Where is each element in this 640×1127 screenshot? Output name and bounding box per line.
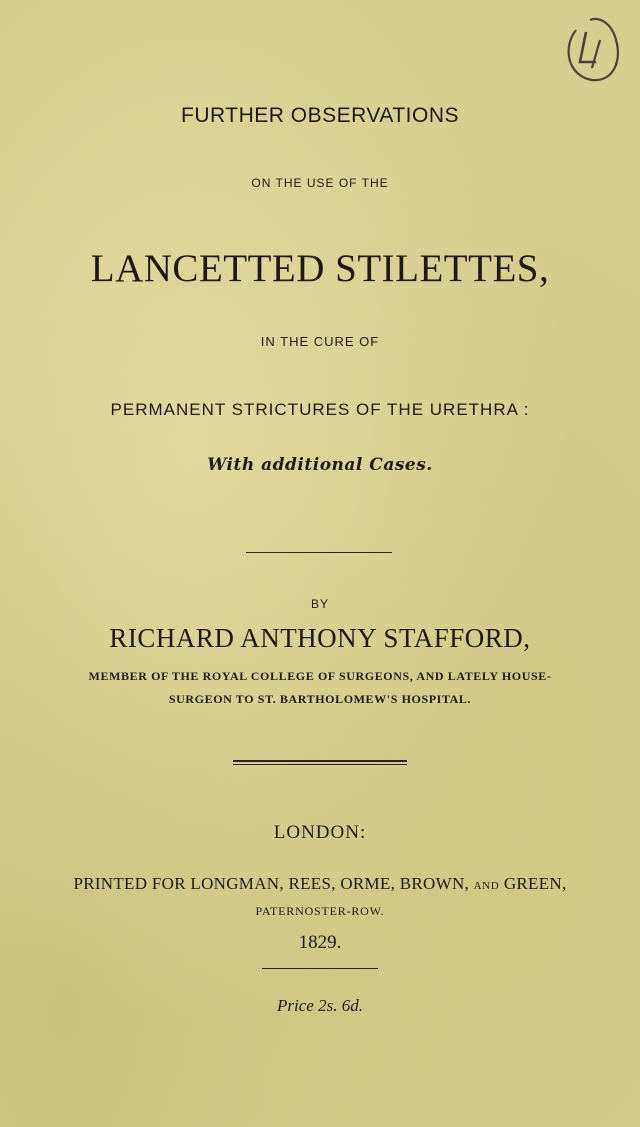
author-name: RICHARD ANTHONY STAFFORD, xyxy=(109,623,531,653)
additional-cases-line: With additional Cases. xyxy=(207,455,433,475)
publisher-address: PATERNOSTER-ROW. xyxy=(255,904,385,918)
on-use-line: ON THE USE OF THE xyxy=(251,176,389,190)
double-rule-bottom xyxy=(233,764,407,765)
further-observations-heading: FURTHER OBSERVATIONS xyxy=(181,104,459,127)
publication-year: 1829. xyxy=(298,932,342,953)
in-cure-line: IN THE CURE OF xyxy=(260,334,380,349)
by-line: BY xyxy=(310,597,329,611)
divider-rule-2 xyxy=(262,968,378,969)
permanent-strictures-line: PERMANENT STRICTURES OF THE URETHRA : xyxy=(110,400,530,419)
publisher-and: AND xyxy=(473,880,500,892)
publisher-line xyxy=(0,874,640,894)
price-line: Price 2s. 6d. xyxy=(277,996,363,1015)
publisher-names: PRINTED FOR LONGMAN, REES, ORME, BROWN, xyxy=(73,874,470,893)
publisher-green: GREEN, xyxy=(503,874,567,893)
author-credentials-line-2: SURGEON TO ST. BARTHOLOMEW'S HOSPITAL. xyxy=(168,692,472,706)
divider-rule-1 xyxy=(246,552,392,553)
london-imprint: LONDON: xyxy=(273,822,367,843)
double-rule-top xyxy=(233,760,407,762)
handwritten-mark-icon xyxy=(556,10,628,90)
author-credentials-line-1: MEMBER OF THE ROYAL COLLEGE OF SURGEONS, AND LATELY HOUSE- xyxy=(88,669,552,683)
main-title: LANCETTED STILETTES, xyxy=(90,247,550,290)
